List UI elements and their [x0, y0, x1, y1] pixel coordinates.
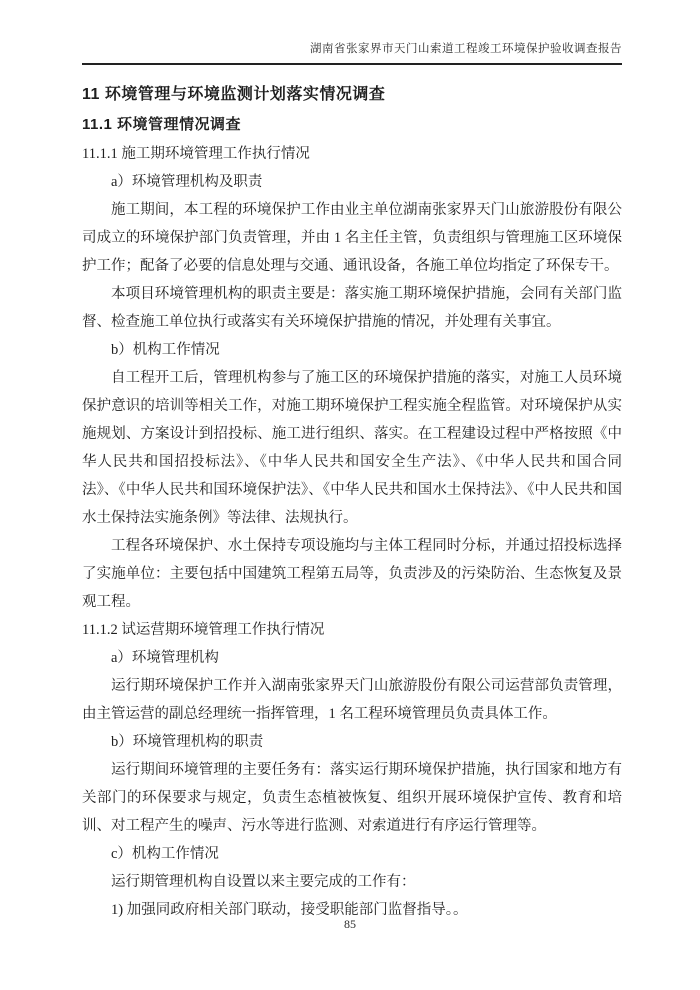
page-number: 85: [344, 917, 356, 931]
sub-item-a: a）环境管理机构: [111, 650, 219, 666]
paragraph: 运行期管理机构自设置以来主要完成的工作有：: [111, 874, 416, 890]
page-body: [82, 80, 622, 924]
section-heading-11-1-1: 11.1.1 施工期环境管理工作执行情况: [82, 146, 310, 162]
sub-item-b: b）机构工作情况: [111, 342, 220, 358]
paragraph: 本项目环境管理机构的职责主要是：落实施工期环境保护措施，会同有关部门监督、检查施工单位执行或落实有关环境保护措施的情况，并处理有关事宜。: [82, 286, 622, 330]
header-rule: [82, 63, 622, 65]
sub-item-b: b）环境管理机构的职责: [111, 734, 264, 750]
sub-item-c: c）机构工作情况: [111, 846, 219, 862]
section-heading-11-1-2: 11.1.2 试运营期环境管理工作执行情况: [82, 622, 325, 638]
paragraph: 运行期环境保护工作并入湖南张家界天门山旅游股份有限公司运营部负责管理，由主管运营的副总经理统一指挥管理，1 名工程环境管理员负责具体工作。: [82, 678, 622, 722]
paragraph: 工程各环境保护、水土保持专项设施均与主体工程同时分标，并通过招投标选择了实施单位：主要包括中国建筑工程第五局等，负责涉及的污染防治、生态恢复及景观工程。: [82, 538, 622, 610]
sub-item-a: a）环境管理机构及职责: [111, 174, 263, 190]
numbered-list-item-1: 1) 加强同政府相关部门联动，接受职能部门监督指导。。: [111, 902, 468, 918]
running-header: 湖南省张家界市天门山索道工程竣工环境保护验收调查报告: [310, 43, 622, 55]
paragraph: 施工期间，本工程的环境保护工作由业主单位湖南张家界天门山旅游股份有限公司成立的环境保护部门负责管理，并由 1 名主任主管，负责组织与管理施工区环境保护工作；配备了必要的信息处理与交通、通讯设备，各施工单位均指定了环保专干。: [82, 202, 622, 274]
paragraph: 运行期间环境管理的主要任务有：落实运行期环境保护措施，执行国家和地方有关部门的环保要求与规定，负责生态植被恢复、组织开展环境保护宣传、教育和培训、对工程产生的噪声、污水等进行监测、对索道进行有序运行管理等。: [82, 762, 622, 834]
section-heading-11: 11 环境管理与环境监测计划落实情况调查: [82, 86, 386, 103]
paragraph: 自工程开工后，管理机构参与了施工区的环境保护措施的落实，对施工人员环境保护意识的培训等相关工作，对施工期环境保护工程实施全程监管。对环境保护从实施规划、方案设计到招投标、施工进行组织、落实。在工程建设过程中严格按照《中华人民共和国招投标法》、《中华人民共和国安全生产法》、《中华人民共和国合同法》、《中华人民共和国环境保护法》、《中华人民共和国水土保持法》、《中人民共和国水土保持法实施条例》等法律、法规执行。: [82, 370, 622, 526]
section-heading-11-1: 11.1 环境管理情况调查: [82, 116, 242, 133]
